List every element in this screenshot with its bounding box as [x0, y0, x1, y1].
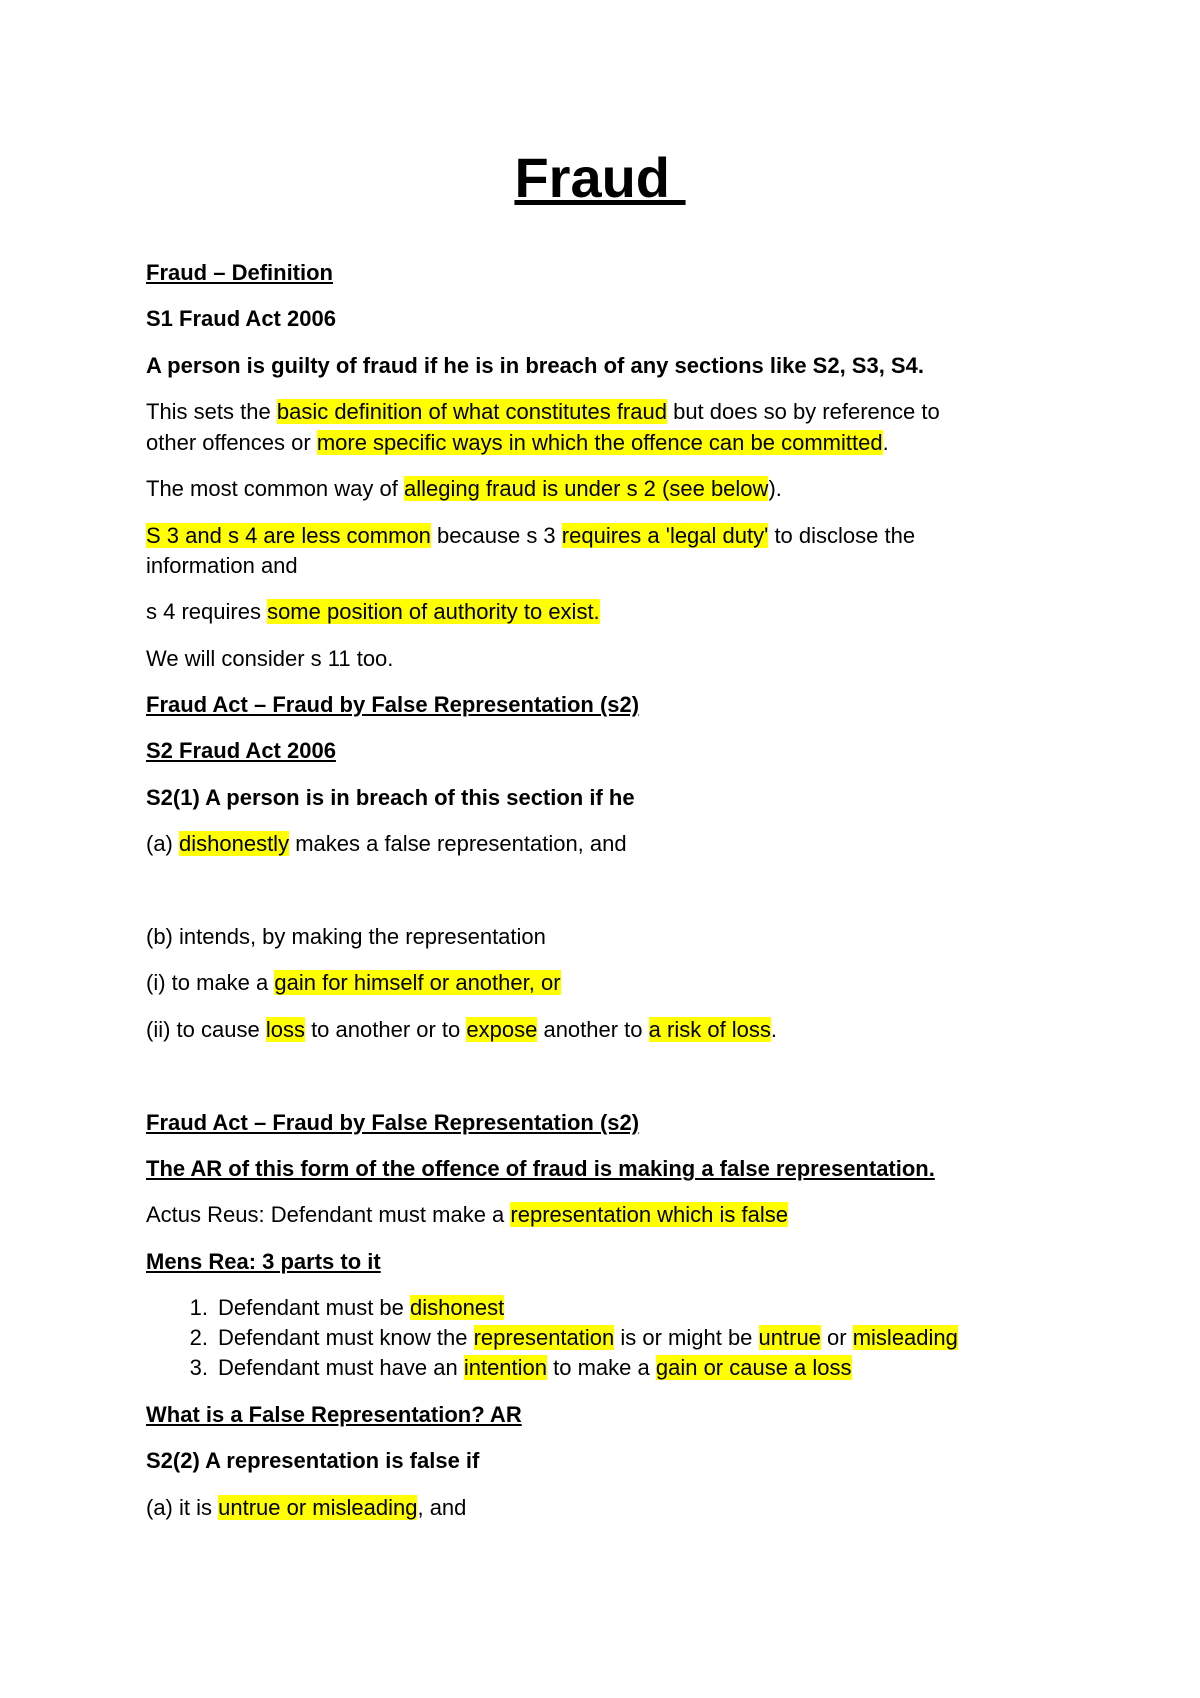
text-run: A person is guilty of fraud if he is in breach of any sections like S2, S3, S4. [146, 353, 924, 378]
text-run: Defendant must be [218, 1295, 411, 1320]
text-run: S2 Fraud Act 2006 [146, 738, 336, 763]
section-heading [146, 1247, 1066, 1277]
highlighted-text: basic definition of what constitutes fraud [276, 399, 667, 424]
highlighted-text: alleging fraud is under s 2 (see below [403, 476, 769, 501]
highlighted-text: some position of authority to exist. [267, 599, 600, 624]
highlighted-text: intention [463, 1355, 548, 1380]
text-run: ). [768, 476, 782, 501]
highlighted-text: representation [473, 1325, 615, 1350]
text-run: Fraud – Definition [146, 260, 333, 285]
text-run: , and [417, 1495, 467, 1520]
text-run: S2(2) A representation is false if [146, 1448, 480, 1473]
text-run: The AR of this form of the offence of fraud is making a false representation. [146, 1156, 935, 1181]
list-number: 1. [189, 1295, 208, 1320]
highlighted-text: gain for himself or another, or [274, 970, 561, 995]
highlighted-text: dishonestly [179, 831, 290, 856]
text-line [146, 1200, 1066, 1230]
text-run: S2(1) A person is in breach of this section if he [146, 785, 635, 810]
text-run: S1 Fraud Act 2006 [146, 306, 336, 331]
text-line [146, 922, 1066, 952]
list-number: 2. [189, 1325, 208, 1350]
text-run: information and [146, 553, 298, 578]
highlighted-text: untrue or misleading [218, 1495, 418, 1520]
text-run: another to [537, 1017, 649, 1042]
text-run: (b) intends, by making the representation [146, 924, 546, 949]
highlighted-text: gain or cause a loss [655, 1355, 852, 1380]
text-line [146, 597, 1066, 627]
highlighted-text: untrue [758, 1325, 821, 1350]
text-line [146, 1446, 1066, 1476]
section-heading [146, 736, 1066, 766]
text-run: (a) [146, 831, 179, 856]
text-run: makes a false representation, and [289, 831, 627, 856]
text-run: Mens Rea: 3 parts to it [146, 1249, 381, 1274]
section-heading [146, 1154, 1066, 1184]
highlighted-text: requires a 'legal duty' [561, 523, 769, 548]
text-run: The most common way of [146, 476, 404, 501]
text-line [146, 829, 1066, 859]
text-line [146, 968, 1066, 998]
section-heading [146, 690, 1066, 720]
text-run: or [820, 1325, 853, 1350]
text-run: Defendant must know the [218, 1325, 474, 1350]
text-line [146, 304, 1066, 334]
highlighted-text: representation which is false [510, 1202, 788, 1227]
highlighted-text: dishonest [410, 1295, 505, 1320]
highlighted-text: expose [466, 1017, 538, 1042]
text-run: Defendant must have an [218, 1355, 464, 1380]
text-run: . [770, 1017, 778, 1042]
text-run: because s 3 [430, 523, 562, 548]
text-line [146, 428, 1066, 458]
text-line [146, 1493, 1066, 1523]
text-line [146, 474, 1066, 504]
text-run: What is a False Representation? AR [146, 1402, 522, 1427]
text-run: (ii) to cause [146, 1017, 266, 1042]
text-run: s 4 requires [146, 599, 268, 624]
list-item [146, 1323, 1066, 1353]
text-run: but does so by reference to [666, 399, 940, 424]
text-line [146, 1015, 1066, 1045]
text-line [146, 521, 1066, 551]
text-run: (i) to make a [146, 970, 275, 995]
list-number: 3. [189, 1355, 208, 1380]
highlighted-text: more specific ways in which the offence can be committed [316, 430, 883, 455]
text-run: other offences or [146, 430, 317, 455]
page-title: Fraud [514, 146, 686, 209]
text-run: Actus Reus: Defendant must make a [146, 1202, 511, 1227]
text-line [146, 783, 1066, 813]
text-line [146, 351, 1066, 381]
highlighted-text: S 3 and s 4 are less common [146, 523, 431, 548]
text-run: to disclose the [768, 523, 916, 548]
text-run: . [882, 430, 889, 455]
text-line [146, 397, 1066, 427]
section-heading [146, 1108, 1066, 1138]
text-run: Fraud Act – Fraud by False Representation (s2) [146, 1110, 640, 1135]
text-run: to another or to [304, 1017, 467, 1042]
list-item [146, 1293, 1066, 1323]
section-heading [146, 258, 1066, 288]
text-run: Fraud Act – Fraud by False Representation (s2) [146, 692, 640, 717]
section-heading [146, 1400, 1066, 1430]
text-run: (a) it is [146, 1495, 219, 1520]
text-run: is or might be [614, 1325, 759, 1350]
highlighted-text: a risk of loss [648, 1017, 771, 1042]
text-run: This sets the [146, 399, 277, 424]
list-item [146, 1353, 1066, 1383]
text-line [146, 551, 1066, 581]
text-run: to make a [547, 1355, 656, 1380]
highlighted-text: misleading [852, 1325, 958, 1350]
highlighted-text: loss [265, 1017, 305, 1042]
text-line [146, 644, 1066, 674]
text-run: We will consider s 11 too. [146, 646, 394, 671]
